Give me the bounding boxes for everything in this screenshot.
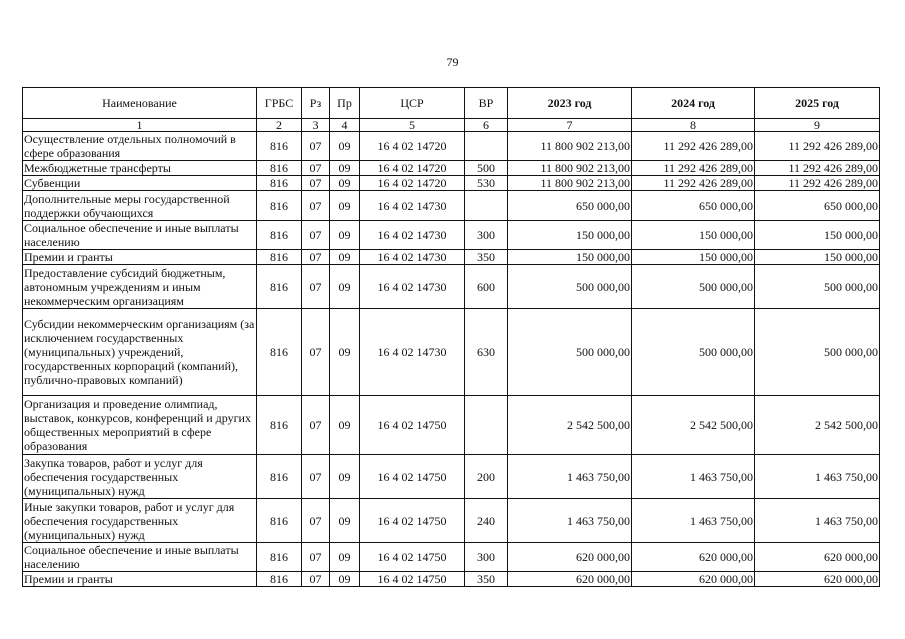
column-number-row [23,119,880,132]
row-grbs: 816 [257,543,302,572]
row-amount-2023: 2 542 500,00 [508,396,632,455]
row-csr: 16 4 02 14750 [360,543,465,572]
row-amount-2023: 150 000,00 [508,221,632,250]
row-amount-2025: 500 000,00 [755,309,880,396]
row-pr: 09 [330,572,360,587]
row-csr: 16 4 02 14730 [360,309,465,396]
column-number: 4 [330,119,360,132]
column-number: 7 [508,119,632,132]
table-row [23,161,880,176]
row-pr: 09 [330,499,360,543]
row-grbs: 816 [257,250,302,265]
row-pr: 09 [330,265,360,309]
row-csr: 16 4 02 14750 [360,396,465,455]
header-rz: Рз [302,88,330,119]
row-csr: 16 4 02 14750 [360,455,465,499]
row-rz: 07 [302,499,330,543]
row-rz: 07 [302,132,330,161]
table-row [23,132,880,161]
row-amount-2024: 650 000,00 [632,191,755,221]
table-row [23,499,880,543]
row-csr: 16 4 02 14750 [360,499,465,543]
row-rz: 07 [302,572,330,587]
row-vr [465,191,508,221]
row-amount-2023: 1 463 750,00 [508,499,632,543]
table-row [23,572,880,587]
table-row [23,396,880,455]
row-rz: 07 [302,191,330,221]
row-csr: 16 4 02 14730 [360,250,465,265]
row-csr: 16 4 02 14750 [360,572,465,587]
row-amount-2025: 150 000,00 [755,250,880,265]
row-name: Организация и проведение олимпиад, выставок, конкурсов, конференций и других общественных мероприятий в сфере образования [23,396,257,455]
row-grbs: 816 [257,161,302,176]
column-number: 8 [632,119,755,132]
row-amount-2023: 620 000,00 [508,572,632,587]
row-amount-2023: 620 000,00 [508,543,632,572]
table-row [23,455,880,499]
table-header-row [23,88,880,119]
row-amount-2023: 11 800 902 213,00 [508,176,632,191]
row-pr: 09 [330,176,360,191]
row-rz: 07 [302,176,330,191]
row-csr: 16 4 02 14720 [360,161,465,176]
row-grbs: 816 [257,191,302,221]
row-vr: 350 [465,250,508,265]
row-amount-2024: 500 000,00 [632,309,755,396]
row-vr: 350 [465,572,508,587]
row-amount-2025: 1 463 750,00 [755,499,880,543]
header-vr: ВР [465,88,508,119]
row-vr [465,396,508,455]
row-rz: 07 [302,265,330,309]
row-vr: 630 [465,309,508,396]
row-csr: 16 4 02 14730 [360,265,465,309]
row-vr: 300 [465,221,508,250]
row-amount-2025: 500 000,00 [755,265,880,309]
header-name: Наименование [23,88,257,119]
table-row [23,309,880,396]
row-csr: 16 4 02 14720 [360,176,465,191]
row-name: Субвенции [23,176,257,191]
row-amount-2023: 1 463 750,00 [508,455,632,499]
header-2025: 2025 год [755,88,880,119]
row-amount-2025: 150 000,00 [755,221,880,250]
table-row [23,176,880,191]
row-rz: 07 [302,250,330,265]
row-csr: 16 4 02 14730 [360,221,465,250]
column-number: 6 [465,119,508,132]
budget-table [22,87,880,587]
row-amount-2024: 11 292 426 289,00 [632,161,755,176]
row-pr: 09 [330,455,360,499]
column-number: 5 [360,119,465,132]
row-amount-2025: 650 000,00 [755,191,880,221]
column-number: 1 [23,119,257,132]
row-amount-2025: 11 292 426 289,00 [755,161,880,176]
row-name: Иные закупки товаров, работ и услуг для обеспечения государственных (муниципальных) нужд [23,499,257,543]
row-amount-2024: 150 000,00 [632,250,755,265]
row-name: Социальное обеспечение и иные выплаты населению [23,543,257,572]
row-amount-2024: 500 000,00 [632,265,755,309]
row-rz: 07 [302,309,330,396]
row-amount-2024: 11 292 426 289,00 [632,132,755,161]
row-vr: 240 [465,499,508,543]
table-row [23,543,880,572]
row-vr: 530 [465,176,508,191]
row-pr: 09 [330,191,360,221]
row-vr: 200 [465,455,508,499]
row-amount-2024: 1 463 750,00 [632,499,755,543]
row-amount-2025: 11 292 426 289,00 [755,176,880,191]
row-pr: 09 [330,132,360,161]
row-amount-2023: 500 000,00 [508,309,632,396]
row-amount-2025: 1 463 750,00 [755,455,880,499]
row-vr: 300 [465,543,508,572]
table-row [23,250,880,265]
row-grbs: 816 [257,176,302,191]
column-number: 3 [302,119,330,132]
table-row [23,221,880,250]
row-pr: 09 [330,309,360,396]
column-number: 9 [755,119,880,132]
row-amount-2025: 11 292 426 289,00 [755,132,880,161]
row-name: Осуществление отдельных полномочий в сфере образования [23,132,257,161]
row-grbs: 816 [257,396,302,455]
row-amount-2024: 620 000,00 [632,543,755,572]
row-rz: 07 [302,221,330,250]
row-amount-2023: 500 000,00 [508,265,632,309]
row-pr: 09 [330,396,360,455]
row-name: Межбюджетные трансферты [23,161,257,176]
row-amount-2023: 150 000,00 [508,250,632,265]
row-amount-2024: 1 463 750,00 [632,455,755,499]
header-pr: Пр [330,88,360,119]
row-vr: 500 [465,161,508,176]
page-number: 79 [446,55,459,69]
row-pr: 09 [330,161,360,176]
row-grbs: 816 [257,132,302,161]
row-amount-2023: 11 800 902 213,00 [508,161,632,176]
row-amount-2025: 2 542 500,00 [755,396,880,455]
row-amount-2025: 620 000,00 [755,572,880,587]
row-amount-2024: 2 542 500,00 [632,396,755,455]
row-grbs: 816 [257,265,302,309]
row-grbs: 816 [257,572,302,587]
row-grbs: 816 [257,499,302,543]
row-rz: 07 [302,455,330,499]
header-2023: 2023 год [508,88,632,119]
row-name: Закупка товаров, работ и услуг для обеспечения государственных (муниципальных) нужд [23,455,257,499]
row-grbs: 816 [257,455,302,499]
row-rz: 07 [302,543,330,572]
row-amount-2023: 11 800 902 213,00 [508,132,632,161]
row-amount-2023: 650 000,00 [508,191,632,221]
table-row [23,191,880,221]
row-name: Субсидии некоммерческим организациям (за исключением государственных (муниципальных) учреждений, государственных корпораций (компаний), публично-правовых компаний) [23,309,257,396]
row-csr: 16 4 02 14720 [360,132,465,161]
row-name: Дополнительные меры государственной поддержки обучающихся [23,191,257,221]
row-csr: 16 4 02 14730 [360,191,465,221]
header-grbs: ГРБС [257,88,302,119]
table-body [23,132,880,587]
row-pr: 09 [330,221,360,250]
row-pr: 09 [330,543,360,572]
row-name: Премии и гранты [23,250,257,265]
row-pr: 09 [330,250,360,265]
row-amount-2024: 11 292 426 289,00 [632,176,755,191]
table-row [23,265,880,309]
row-amount-2025: 620 000,00 [755,543,880,572]
row-grbs: 816 [257,309,302,396]
row-rz: 07 [302,161,330,176]
row-vr [465,132,508,161]
row-grbs: 816 [257,221,302,250]
row-name: Премии и гранты [23,572,257,587]
header-csr: ЦСР [360,88,465,119]
column-number: 2 [257,119,302,132]
row-rz: 07 [302,396,330,455]
row-amount-2024: 620 000,00 [632,572,755,587]
row-amount-2024: 150 000,00 [632,221,755,250]
row-name: Предоставление субсидий бюджетным, автономным учреждениям и иным некоммерческим организациям [23,265,257,309]
row-name: Социальное обеспечение и иные выплаты населению [23,221,257,250]
row-vr: 600 [465,265,508,309]
header-2024: 2024 год [632,88,755,119]
